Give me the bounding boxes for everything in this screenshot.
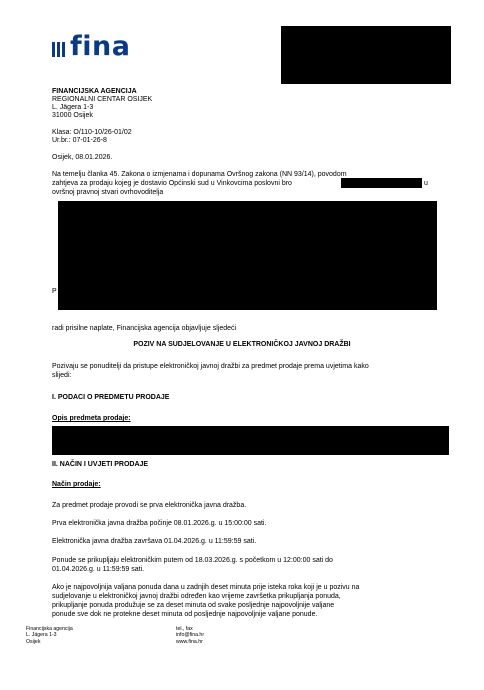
document-title: POZIV NA SUDJELOVANJE U ELEKTRONIČKOJ JAVNOJ DRAŽBI <box>133 341 351 348</box>
footer-address <box>26 626 73 645</box>
redaction-block-top <box>281 26 451 84</box>
logo-bars-icon <box>52 42 65 57</box>
intro-line2 <box>52 180 292 189</box>
sale-paragraph-2: Prva elektronička javna dražba počinje 08.01.2026.g. u 15:00:00 sati. <box>52 520 267 527</box>
footer-email[interactable]: info@fina.hr <box>176 632 205 639</box>
footer-line: L. Jägera 1-3 <box>26 632 57 639</box>
header-org: FINANCIJSKA AGENCIJA <box>52 88 137 95</box>
sale-paragraph-1: Za predmet prodaje provodi se prva elektronička javna dražba. <box>52 502 247 509</box>
header-city: 31000 Osijek <box>52 112 93 119</box>
section2-heading: II. NAČIN I UVJETI PRODAJE <box>52 461 149 468</box>
redaction-item-description <box>52 426 449 455</box>
sale-paragraph-3: Elektronička javna dražba završava 01.04.2026.g. u 11:59:59 sati. <box>52 538 257 545</box>
invite-line1: Pozivaju se ponuditelji da pristupe elektroničkoj javnoj dražbi za predmet prodaje prema uvjetima kako <box>52 363 369 370</box>
intro-after: radi prisilne naplate, Financijska agencija objavljuje sljedeći <box>52 325 237 332</box>
section1-subheading: Opis predmeta prodaje: <box>52 415 131 422</box>
header-center: REGIONALNI CENTAR OSIJEK <box>52 96 153 103</box>
logo-text: fina <box>70 31 131 62</box>
section1-heading: I. PODACI O PREDMETU PRODAJE <box>52 394 170 401</box>
fina-logo <box>52 31 131 62</box>
redaction-parties <box>58 201 437 310</box>
section2-subheading: Način prodaje: <box>52 481 101 488</box>
header-street: L. Jägera 1-3 <box>52 104 94 111</box>
intro-line2-end: u <box>424 180 428 187</box>
footer-line: Osijek <box>26 638 41 645</box>
sale-paragraph-5-line3: prikupljanje ponuda produžuje se za deset minuta od svake posljednje najpovoljnije valjane <box>52 602 335 609</box>
sale-paragraph-5-line2: sudjelovanje u elektroničkoj javnoj dražbi određen kao vrijeme završetka prikupljanja ponuda, <box>52 593 341 600</box>
intro-line2-text: zahtjeva za prodaju kojeg je dostavio Općinski sud u Vinkovcima poslovni bro <box>52 180 292 187</box>
footer-line: tel., fax <box>176 626 193 632</box>
sale-paragraph-4-line1: Ponude se prikupljaju elektroničkim putem od 18.03.2026.g. s početkom u 12:00:00 sati do <box>52 557 333 564</box>
redaction-case-number <box>341 178 422 188</box>
place-date: Osijek, 08.01.2026. <box>52 154 113 161</box>
footer-contact <box>176 626 204 645</box>
footer-line: Financijska agencija <box>26 626 73 632</box>
klasa: Klasa: O/110-10/26-01/02 <box>52 129 132 136</box>
urbr: Ur.br.: 07-01-26-8 <box>52 137 107 144</box>
sale-paragraph-4-line2: 01.04.2026.g. u 11:59:59 sati. <box>52 566 145 573</box>
invite-line2: slijedi: <box>52 372 72 379</box>
footer-website[interactable]: www.fina.hr <box>176 638 203 645</box>
intro-line3: ovršnoj pravnoj stvari ovrhovoditelja <box>52 189 164 196</box>
sale-paragraph-5-line4: ponude sve dok ne protekne deset minuta od posljednje najpovoljnije valjane ponude. <box>52 611 318 618</box>
intro-p-letter: P <box>52 288 57 295</box>
sale-paragraph-5-line1: Ako je najpovoljnija valjana ponuda dana u zadnjih deset minuta prije isteka roka koji je u pozivu na <box>52 584 360 591</box>
intro-line1: Na temelju članka 45. Zakona o izmjenama i dopunama Ovršnog zakona (NN 93/14), povodom <box>52 171 347 178</box>
